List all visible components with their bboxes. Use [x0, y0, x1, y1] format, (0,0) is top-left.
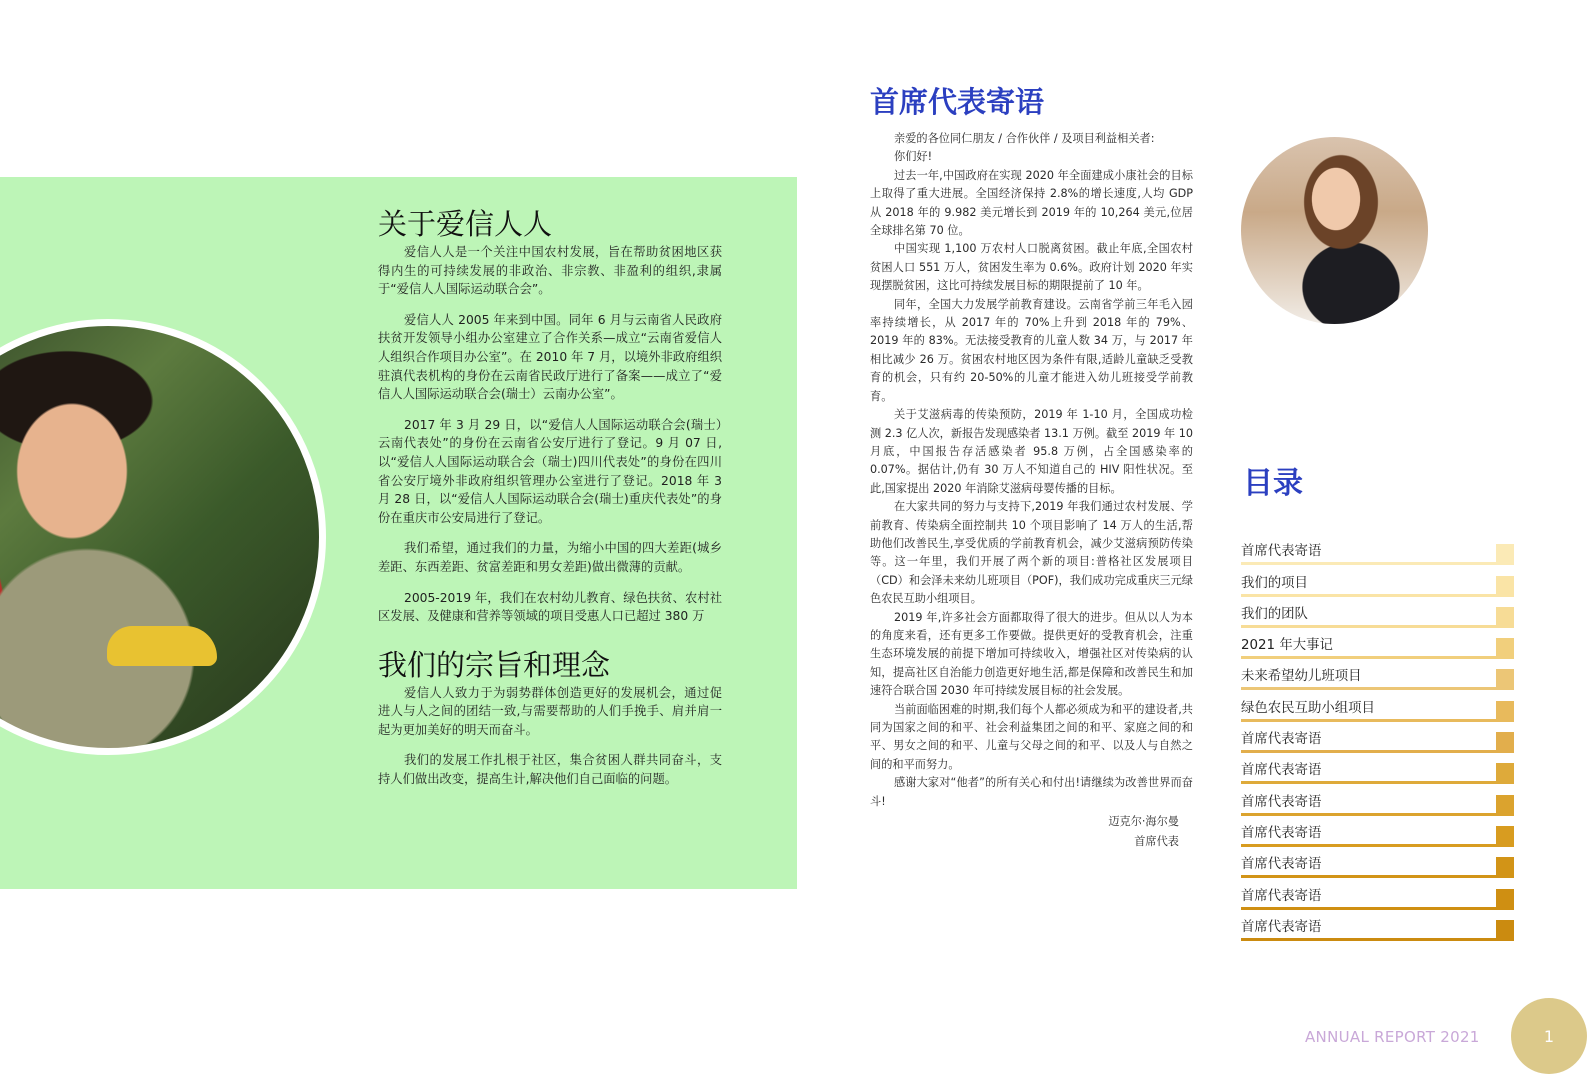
toc-item-label: 首席代表寄语: [1241, 794, 1322, 810]
toc-item-label: 我们的团队: [1241, 606, 1308, 622]
message-paragraph: 2019 年,许多社会方面都取得了很大的进步。但从以人为本的角度来看，还有更多工作要做。提供更好的受教育机会，注重生态环境发展的前提下增加可持续收入，增强社区对传染病的认知，提高社区自治能力创造更好地生活,都是保障和改善民生和加速符合联合国 2030 年可持续发展目标的社会发展。: [870, 610, 1193, 698]
toc-item-tab: [1496, 763, 1514, 781]
toc-item-label: 首席代表寄语: [1241, 919, 1322, 935]
toc-item[interactable]: [1241, 565, 1514, 596]
toc-title: 目录: [1243, 466, 1303, 501]
signature-name: 迈克尔·海尔曼: [1108, 815, 1179, 829]
toc-item-tab: [1496, 669, 1514, 687]
about-paragraph: 爱信人人是一个关注中国农村发展，旨在帮助贫困地区获得内生的可持续发展的非政治、非宗教、非盈利的组织,隶属于“爱信人人国际运动联合会”。: [378, 245, 722, 297]
message-paragraph: 在大家共同的努力与支持下,2019 年我们通过农村发展、学前教育、传染病全面控制共 10 个项目影响了 14 万人的生活,帮助他们改善民生,享受优质的学前教育机会，减少艾滋病预防传染等。这一年里，我们开展了两个新的项目:普格社区发展项目（CD）和会泽未来幼儿班项目（POF)，我们成功完成重庆三元绿色农民互助小组项目。: [870, 500, 1193, 606]
toc-item-label: 首席代表寄语: [1241, 888, 1322, 904]
toc-item[interactable]: [1241, 597, 1514, 628]
toc-item[interactable]: [1241, 753, 1514, 784]
toc-item-label: 首席代表寄语: [1241, 857, 1322, 873]
message-paragraph: 感谢大家对“他者”的所有关心和付出!请继续为改善世界而奋斗!: [870, 776, 1193, 808]
mission-paragraph: 我们的发展工作扎根于社区，集合贫困人群共同奋斗，支持人们做出改变，提高生计,解决他们自己面临的问题。: [378, 753, 722, 787]
about-paragraph: 2017 年 3 月 29 日，以“爱信人人国际运动联合会(瑞士）云南代表处”的身份在云南省公安厅进行了登记。9 月 07 日,以“爱信人人国际运动联合会（瑞士)四川代表处”的身份在四川省公安厅境外非政府组织管理办公室进行了登记。2018 年 3 月 28 日，以“爱信人人国际运动联合会(瑞士)重庆代表处”的身份在重庆市公安局进行了登记。: [378, 417, 722, 525]
toc-item[interactable]: [1241, 878, 1514, 909]
toc-item[interactable]: [1241, 690, 1514, 721]
toc-item-tab: [1496, 826, 1514, 844]
mission-paragraph: 爱信人人致力于为弱势群体创造更好的发展机会，通过促进人与人之间的团结一致,与需要帮助的人们手挽手、肩并肩一起为更加美好的明天而奋斗。: [378, 685, 722, 737]
about-paragraph: 我们希望，通过我们的力量，为缩小中国的四大差距(城乡差距、东西差距、贫富差距和男女差距)做出微薄的贡献。: [378, 541, 722, 574]
toc-item-tab: [1496, 701, 1514, 719]
page-number-badge: 1: [1511, 998, 1587, 1074]
toc-item-tab: [1496, 857, 1514, 875]
toc-item-tab: [1496, 732, 1514, 750]
about-column: [378, 205, 722, 801]
toc-item[interactable]: [1241, 784, 1514, 815]
toc-item[interactable]: [1241, 534, 1514, 565]
toc-item-label: 2021 年大事记: [1241, 638, 1333, 654]
about-title: 关于爱信人人: [378, 207, 553, 241]
message-greeting: 亲爱的各位同仁朋友 / 合作伙伴 / 及项目利益相关者:: [894, 132, 1155, 145]
toc-item[interactable]: [1241, 722, 1514, 753]
toc-item[interactable]: [1241, 847, 1514, 878]
toc-item-tab: [1496, 576, 1514, 594]
message-salutation: 你们好!: [894, 150, 933, 164]
toc-item-label: 首席代表寄语: [1241, 763, 1322, 779]
toc-item-tab: [1496, 638, 1514, 656]
about-paragraph: 2005-2019 年，我们在农村幼儿教育、绿色扶贫、农村社区发展、及健康和营养等领域的项目受惠人口已超过 380 万: [378, 590, 722, 624]
representative-photo: [1241, 137, 1428, 324]
message-paragraph: 当前面临困难的时期,我们每个人都必须成为和平的建设者,共同为国家之间的和平、社会利益集团之间的和平、家庭之间的和平、男女之间的和平、儿童与父母之间的和平、以及人与自然之间的和平而努力。: [870, 702, 1193, 771]
message-paragraph: 过去一年,中国政府在实现 2020 年全面建成小康社会的目标上取得了重大进展。全国经济保持 2.8%的增长速度,人均 GDP 从 2018 年的 9.982 美元增长到 2019 年的 10,264 美元,位居全球排名第 70 位。: [870, 168, 1193, 238]
table-of-contents: [1241, 534, 1514, 941]
toc-item-label: 首席代表寄语: [1241, 544, 1322, 560]
toc-item-tab: [1496, 607, 1514, 625]
about-paragraph: 爱信人人 2005 年来到中国。同年 6 月与云南省人民政府扶贫开发领导小组办公室建立了合作关系—成立“云南省爱信人人组织合作项目办公室”。在 2010 年 7 月，以境外非政府组织驻滇代表机构的身份在云南省民政厅进行了备案——成立了“爱信人人国际运动联合会(瑞士）云南办公室”。: [378, 312, 722, 402]
toc-item-tab: [1496, 795, 1514, 813]
toc-item-tab: [1496, 889, 1514, 907]
toc-item-label: 我们的项目: [1241, 575, 1308, 591]
message-title: 首席代表寄语: [870, 85, 1045, 119]
toc-item-tab: [1496, 920, 1514, 938]
message-paragraph: 中国实现 1,100 万农村人口脱离贫困。截止年底,全国农村贫困人口 551 万人，贫困发生率为 0.6%。政府计划 2020 年实现摆脱贫困，这比可持续发展目标的期限提前了 10 年。: [870, 242, 1193, 293]
toc-item-label: 首席代表寄语: [1241, 825, 1322, 841]
toc-item[interactable]: [1241, 628, 1514, 659]
mission-title: 我们的宗旨和理念: [378, 647, 611, 682]
toc-item[interactable]: [1241, 816, 1514, 847]
signature-title: 首席代表: [1134, 835, 1179, 849]
message-paragraph: 同年，全国大力发展学前教育建设。云南省学前三年毛入园率持续增长，从 2017 年的 70%上升到 2018 年的 79%、2019 年的 83%。无法接受教育的儿童人数 34 万，与 2017 年相比减少 26 万。贫困农村地区因为条件有限,适龄儿童缺乏受教育的机会，只有约 20-50%的儿童才能进入幼儿班接受学前教育。: [870, 297, 1193, 403]
toc-item[interactable]: [1241, 659, 1514, 690]
annual-report-label: ANNUAL REPORT 2021: [1305, 1028, 1480, 1046]
message-paragraph: 关于艾滋病毒的传染预防，2019 年 1-10 月，全国成功检测 2.3 亿人次，新报告发现感染者 13.1 万例。截至 2019 年 10 月底，中国报告存活感染者 95.8 万例，占全国感染率的 0.07%。据估计,仍有 30 万人不知道自己的 HIV 阳性状况。至此,国家提出 2020 年消除艾滋病母婴传播的目标。: [870, 408, 1193, 495]
toc-item-tab: [1496, 544, 1514, 562]
toc-item-label: 首席代表寄语: [1241, 732, 1322, 748]
message-column: [870, 130, 1193, 852]
toc-item-label: 未来希望幼儿班项目: [1241, 669, 1362, 685]
toc-item[interactable]: [1241, 910, 1514, 941]
toc-item-label: 绿色农民互助小组项目: [1241, 700, 1375, 716]
shirt-car-graphic: [107, 626, 217, 666]
